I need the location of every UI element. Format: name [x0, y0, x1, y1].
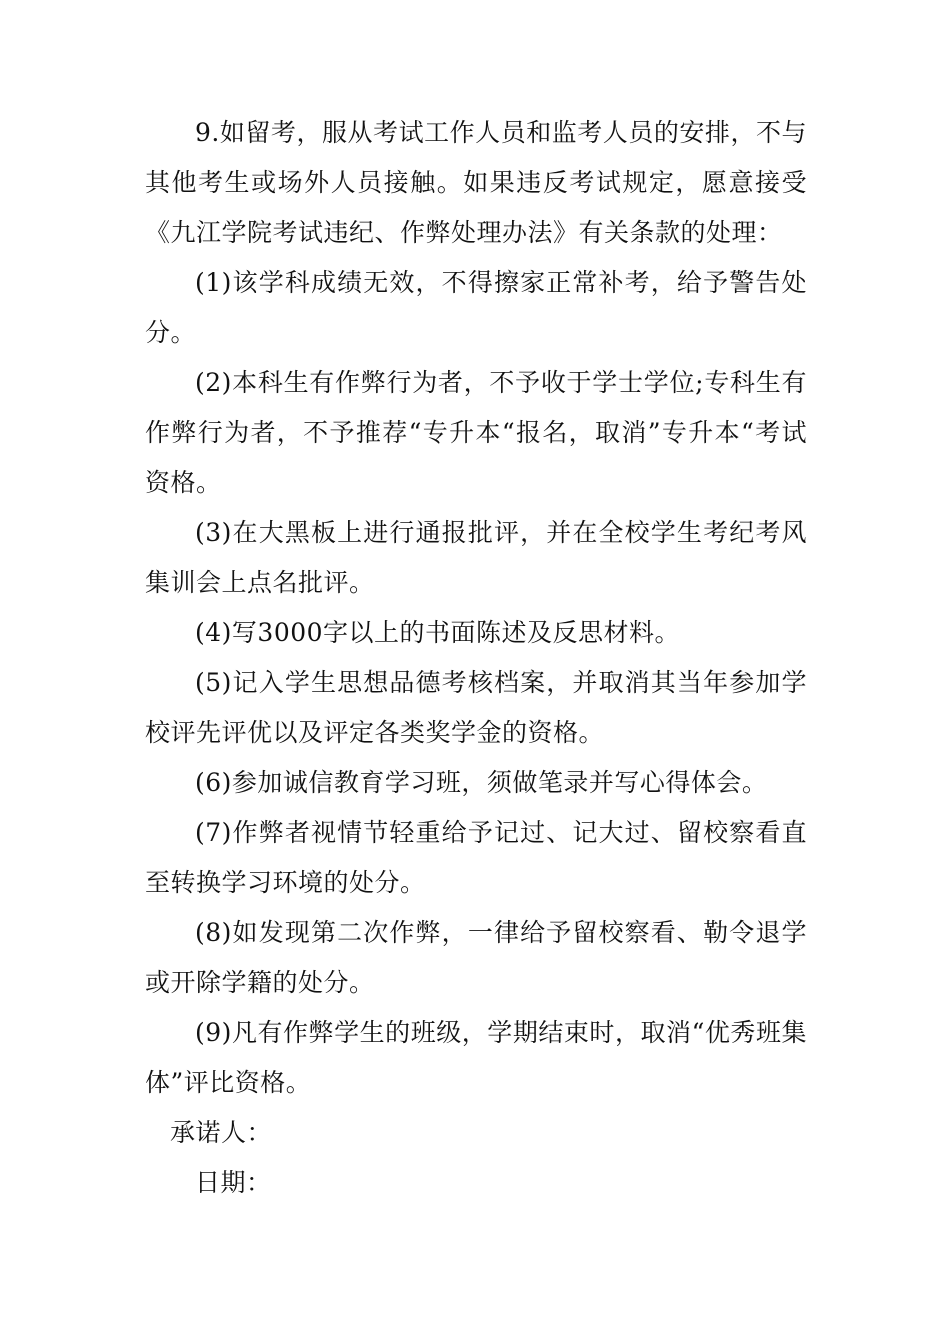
paragraph-penalty-3: (3)在大黑板上进行通报批评，并在全校学生考纪考风集训会上点名批评。: [145, 518, 807, 597]
paragraph-penalty-1: (1)该学科成绩无效，不得擦家正常补考，给予警告处分。: [145, 268, 807, 347]
paragraph-exam-rule-9: 9.如留考，服从考试工作人员和监考人员的安排，不与其他考生或场外人员接触。如果违反考试规定，愿意接受《九江学院考试违纪、作弊处理办法》有关条款的处理：: [145, 118, 807, 247]
paragraph-penalty-6: (6)参加诚信教育学习班，须做笔录并写心得体会。: [195, 768, 768, 797]
paragraph-penalty-7: (7)作弊者视情节轻重给予记过、记大过、留校察看直至转换学习环境的处分。: [145, 818, 807, 897]
paragraph-penalty-8: (8)如发现第二次作弊，一律给予留校察看、勒令退学或开除学籍的处分。: [145, 918, 807, 997]
paragraph-penalty-9: (9)凡有作弊学生的班级，学期结束时，取消“优秀班集体”评比资格。: [145, 1018, 807, 1097]
paragraph-penalty-4: (4)写3000字以上的书面陈述及反思材料。: [195, 618, 681, 647]
promisor-label: 承诺人：: [170, 1118, 273, 1147]
paragraph-penalty-2: (2)本科生有作弊行为者，不予收于学士学位;专科生有作弊行为者，不予推荐“专升本“报名，取消”专升本“考试资格。: [145, 368, 807, 497]
paragraph-penalty-5: (5)记入学生思想品德考核档案，并取消其当年参加学校评先评优以及评定各类奖学金的资格。: [145, 668, 807, 747]
date-label: 日期：: [195, 1168, 272, 1197]
document-body: [145, 108, 807, 1208]
